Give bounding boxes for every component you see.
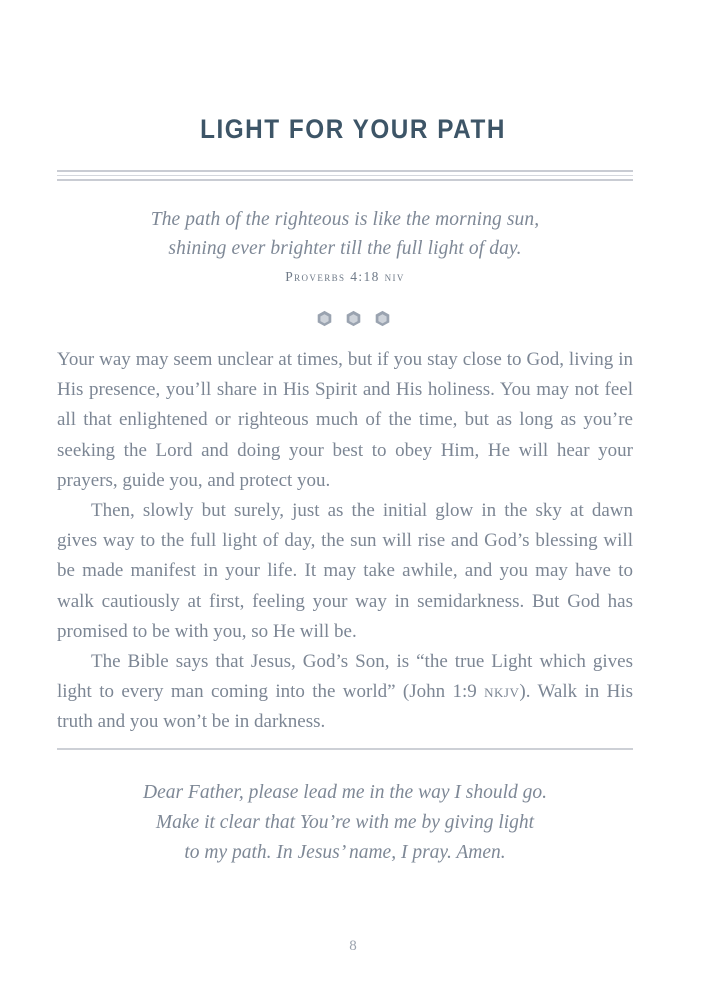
prayer-line-1: Dear Father, please lead me in the way I should go. <box>142 782 547 803</box>
hexagon-icon <box>316 310 333 327</box>
title-rule-1 <box>57 170 633 172</box>
devotional-body <box>57 345 633 738</box>
body-paragraph-3-part-2: ). Walk in His truth and you won’t be in darkness. <box>57 681 634 733</box>
body-paragraph-1: Your way may seem unclear at times, but if you stay close to God, living in His presence, you’ll share in His Spirit and His holiness. You may not feel all that enlightened or righteous much of the time, but as long as you’re seeking the Lord and doing your best to obey Him, He will hear your prayers, guide you, and protect you. <box>57 349 633 491</box>
title-rule-2 <box>57 175 633 176</box>
body-paragraph-3-part-1: The Bible says that Jesus, God’s Son, is “the true Light which gives light to every man coming into the world” (John 1:9 <box>57 651 633 703</box>
title-rule-group <box>57 170 633 181</box>
scripture-verse-line-1: The path of the righteous is like the morning sun, <box>150 209 540 230</box>
prayer-line-3: to my path. In Jesus’ name, I pray. Amen. <box>184 842 506 863</box>
closing-prayer <box>57 778 633 868</box>
prayer-line-2: Make it clear that You’re with me by giving light <box>155 812 535 833</box>
body-paragraph-3-translation: nkjv <box>484 681 520 703</box>
scripture-citation: Proverbs 4:18 niv <box>285 269 405 284</box>
prayer-divider-rule <box>57 748 633 750</box>
scripture-verse <box>57 205 633 263</box>
hexagon-icon <box>345 310 362 327</box>
body-paragraph-3 <box>57 647 633 738</box>
page-title: LIGHT FOR YOUR PATH <box>200 114 506 144</box>
page-number: 8 <box>349 938 357 954</box>
hexagon-ornament-group <box>0 310 706 327</box>
title-rule-3 <box>57 179 633 181</box>
body-paragraph-2: Then, slowly but surely, just as the initial glow in the sky at dawn gives way to the full light of day, the sun will rise and God’s blessing will be made manifest in your life. It may take awhile, and you may have to walk cautiously at first, feeling your way in semidarkness. But God has promised to be with you, so He will be. <box>57 500 633 642</box>
hexagon-icon <box>374 310 391 327</box>
scripture-verse-line-2: shining ever brighter till the full light of day. <box>168 238 522 259</box>
